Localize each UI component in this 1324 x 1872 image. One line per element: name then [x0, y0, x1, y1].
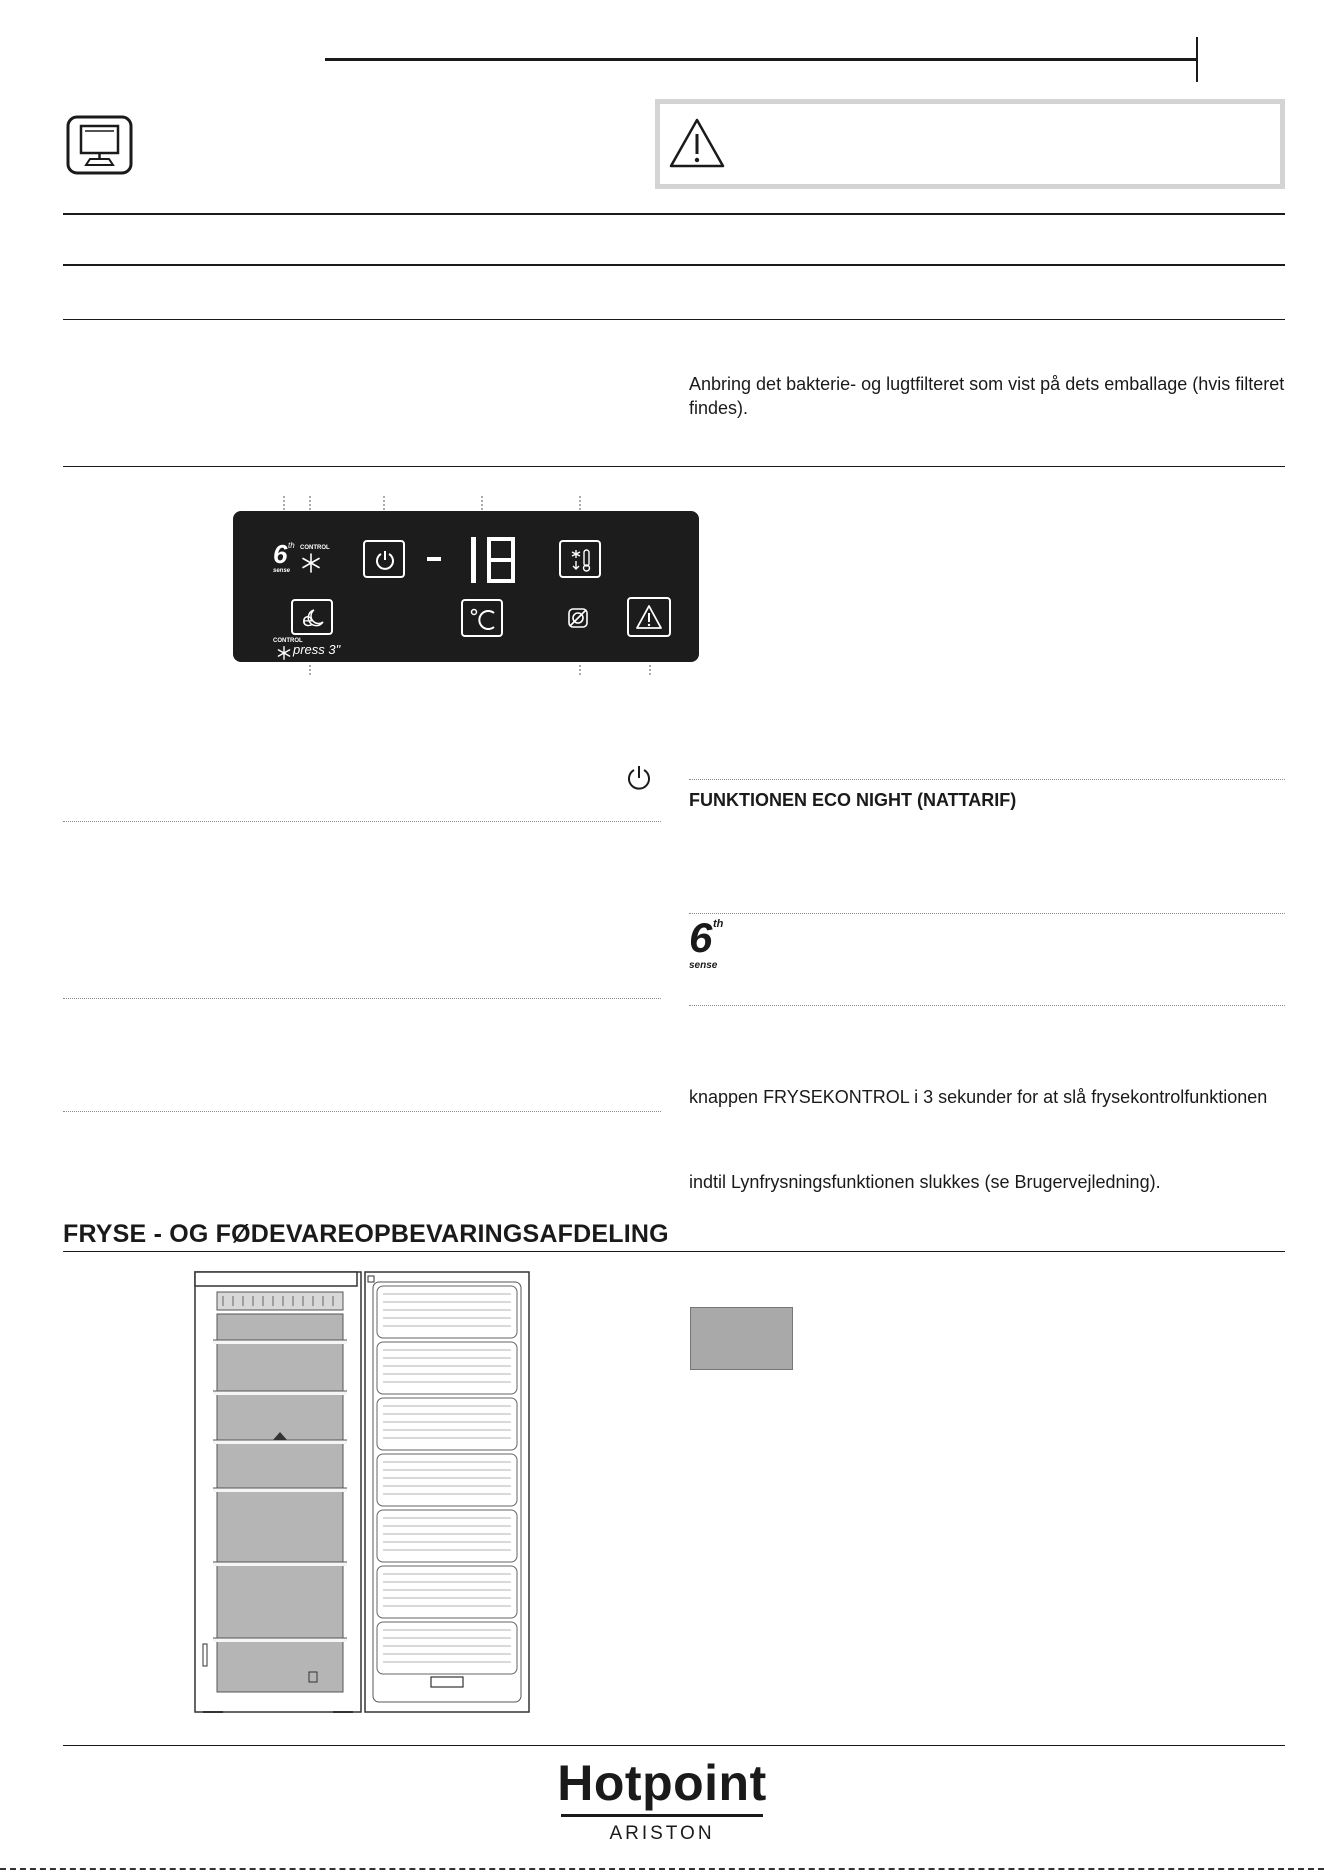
gray-color-swatch [690, 1307, 793, 1370]
control-label-top: CONTROL [300, 545, 330, 551]
svg-text:e: e [302, 610, 314, 631]
left-separator-3 [63, 1111, 661, 1112]
sixth-sense-word: sense [273, 568, 291, 574]
sixth-sense-logo-word: sense [689, 960, 718, 971]
warning-box [655, 99, 1285, 189]
fast-freeze-button[interactable] [559, 540, 601, 578]
callout-leaders-bottom [233, 662, 699, 672]
section-rule-4 [63, 466, 1285, 467]
sixth-sense-panel-icon [273, 541, 301, 575]
right-separator-1 [689, 779, 1285, 780]
section-rule-2 [63, 264, 1285, 266]
sixth-sense-logo-digit: 6 [689, 914, 713, 961]
control-panel [233, 511, 699, 662]
freeze-control-instruction: knappen FRYSEKONTROL i 3 sekunder for at slå frysekontrolfunktionen [689, 1087, 1268, 1107]
sixth-sense-digit: 6 [273, 539, 288, 569]
alarm-triangle-icon [635, 604, 663, 630]
section-rule-3 [63, 319, 1285, 320]
left-separator-2 [63, 998, 661, 999]
callout-leaders-top [233, 496, 699, 512]
section-title-rule [63, 1251, 1285, 1252]
filter-indicator-icon [566, 606, 590, 635]
fast-freeze-icon [569, 547, 593, 573]
sixth-sense-sup: th [288, 541, 295, 550]
right-separator-3 [689, 1005, 1285, 1006]
control-label-bottom: CONTROL [273, 638, 303, 644]
top-rule-tick [1196, 37, 1198, 82]
power-button[interactable] [363, 540, 405, 578]
section-rule-1 [63, 213, 1285, 215]
snowflake-icon [301, 553, 321, 578]
monitor-icon [66, 115, 133, 175]
temperature-display [425, 529, 545, 591]
eco-night-heading: FUNKTIONEN ECO NIGHT (NATTARIF) [689, 790, 1017, 810]
power-icon [374, 549, 396, 571]
warning-triangle-icon [668, 116, 726, 175]
fast-freeze-instruction: indtil Lynfrysningsfunktionen slukkes (se Brugervejledning). [689, 1172, 1161, 1192]
brand-sub: ARISTON [609, 1823, 715, 1844]
brand-logo [0, 1754, 1324, 1845]
power-symbol-icon [626, 764, 652, 797]
celsius-icon [468, 605, 498, 633]
page-bottom-edge [0, 1868, 1324, 1870]
footer-rule [63, 1745, 1285, 1746]
alarm-button[interactable] [627, 597, 671, 637]
press-3-label: press 3" [293, 642, 341, 657]
eco-night-button[interactable] [291, 599, 333, 635]
section-title: FRYSE - OG FØDEVAREOPBEVARINGSAFDELING [63, 1220, 669, 1248]
brand-name: Hotpoint [557, 1755, 767, 1811]
sixth-sense-logo-sup: th [713, 918, 724, 930]
right-separator-2 [689, 913, 1285, 914]
freezer-diagram [193, 1270, 533, 1721]
left-separator-1 [63, 821, 661, 822]
brand-divider [561, 1814, 763, 1817]
celsius-button[interactable] [461, 599, 503, 637]
eco-night-icon [299, 604, 327, 632]
sixth-sense-logo-icon [689, 914, 739, 972]
filter-instruction: Anbring det bakterie- og lugtfilteret som vist på dets emballage (hvis filteret findes). [689, 374, 1285, 418]
top-rule [325, 58, 1197, 61]
